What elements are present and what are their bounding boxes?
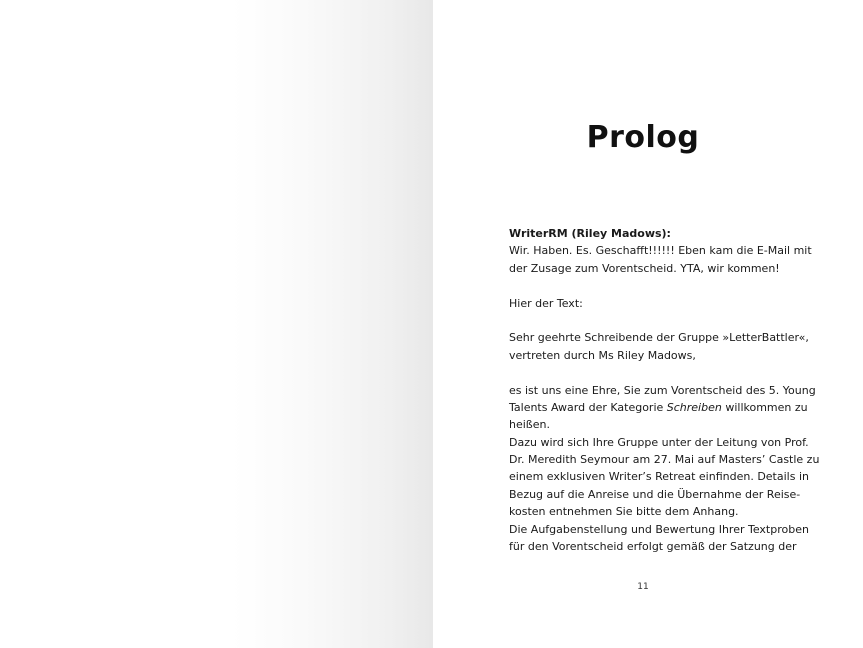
text-segment: willkommen zu xyxy=(721,400,808,414)
text-line: für den Vorentscheid erfolgt gemäß der Satzung der xyxy=(509,540,797,554)
text-line xyxy=(509,399,808,416)
text-line: heißen. xyxy=(509,418,550,432)
text-line: Dr. Meredith Seymour am 27. Mai auf Masters’ Castle zu xyxy=(509,453,820,467)
page-number: 11 xyxy=(637,582,649,592)
text-line: Wir. Haben. Es. Geschafft!!!!!! Eben kam die E-Mail mit xyxy=(509,244,812,258)
text-line: kosten entnehmen Sie bitte dem Anhang. xyxy=(509,505,739,519)
text-segment: Talents Award der Kategorie xyxy=(509,400,667,414)
text-line: es ist uns eine Ehre, Sie zum Vorentscheid des 5. Young xyxy=(509,383,816,397)
text-line: Die Aufgabenstellung und Bewertung Ihrer Textproben xyxy=(509,522,809,536)
paragraph-gap xyxy=(509,277,781,294)
text-line: vertreten durch Ms Riley Madows, xyxy=(509,348,696,362)
text-line: Dazu wird sich Ihre Gruppe unter der Leitung von Prof. xyxy=(509,435,809,449)
chapter-title: Prolog xyxy=(586,120,700,155)
sender-name: WriterRM (Riley Madows): xyxy=(509,227,671,240)
text-line: Bezug auf die Anreise und die Übernahme der Reise- xyxy=(509,487,801,501)
paragraph-gap xyxy=(509,312,781,329)
left-page xyxy=(232,0,433,648)
text-line: Hier der Text: xyxy=(509,296,583,310)
left-margin xyxy=(0,0,232,648)
text-line: der Zusage zum Vorentscheid. YTA, wir kommen! xyxy=(509,261,780,275)
right-page xyxy=(433,0,863,648)
paragraph-gap xyxy=(509,364,781,381)
italic-word: Schreiben xyxy=(666,400,722,414)
body-text xyxy=(509,225,820,555)
text-line: Sehr geehrte Schreibende der Gruppe »LetterBattler«, xyxy=(509,331,809,345)
text-line: einem exklusiven Writer’s Retreat einfinden. Details in xyxy=(509,470,809,484)
